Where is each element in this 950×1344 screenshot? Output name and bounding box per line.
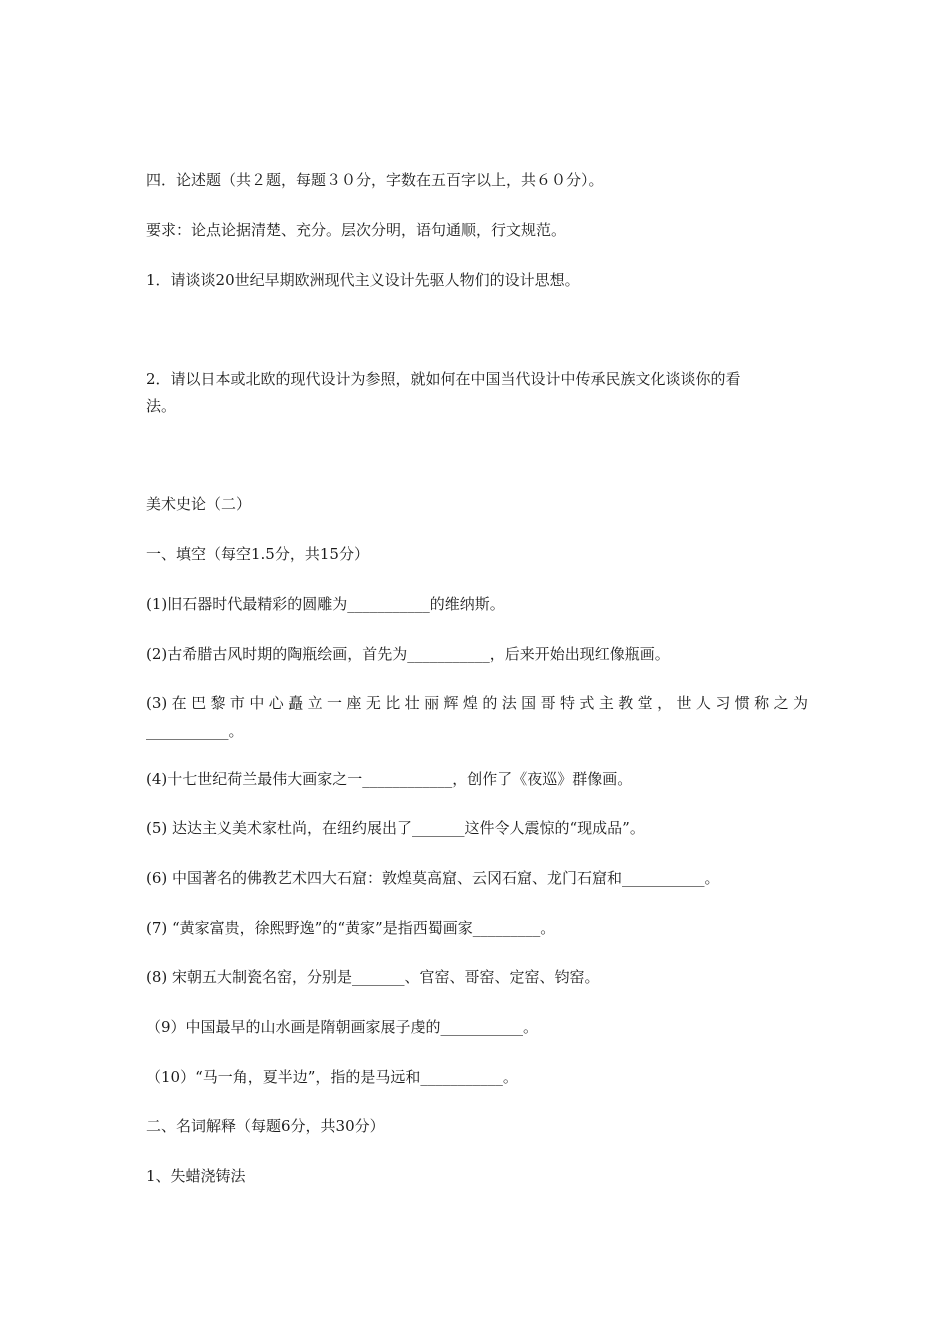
fill-blank-item-3-continued: ___________。	[146, 722, 244, 740]
fill-blank-item-2: (2)古希腊古风时期的陶瓶绘画，首先为___________，后来开始出现红像瓶画。	[146, 645, 670, 663]
section4-question-1: 1．请谈谈20世纪早期欧洲现代主义设计先驱人物们的设计思想。	[146, 271, 580, 289]
fill-blank-item-1: (1)旧石器时代最精彩的圆雕为___________的维纳斯。	[146, 595, 505, 613]
fill-blank-item-3: (3)在巴黎市中心矗立一座无比壮丽辉煌的法国哥特式主教堂，世人习惯称之为	[146, 694, 808, 712]
part2-title: 美术史论（二）	[146, 495, 252, 513]
fill-blank-item-6: (6) 中国著名的佛教艺术四大石窟：敦煌莫高窟、云冈石窟、龙门石窟和___________。	[146, 869, 720, 887]
fill-blank-item-5: (5) 达达主义美术家杜尚，在纽约展出了_______这件令人震惊的“现成品”。	[146, 819, 645, 837]
fill-blank-item-9: （9）中国最早的山水画是隋朝画家展子虔的___________。	[146, 1018, 539, 1036]
section4-title: 四．论述题（共２题，每题３０分，字数在五百字以上，共６０分）。	[146, 171, 604, 189]
fill-blank-item-10: （10）“马一角，夏半边”，指的是马远和___________。	[146, 1068, 518, 1086]
fill-blank-title: 一、填空（每空1.5分，共15分）	[146, 545, 369, 563]
fill-blank-item-4: (4)十七世纪荷兰最伟大画家之一____________，创作了《夜巡》群像画。	[146, 770, 633, 788]
terms-title: 二、名词解释（每题6分，共30分）	[146, 1117, 385, 1135]
fill-blank-item-7: (7) “黄家富贵，徐熙野逸”的“黄家”是指西蜀画家_________。	[146, 919, 556, 937]
terms-item-1: 1、失蜡浇铸法	[146, 1167, 246, 1185]
fill-blank-item-8: (8) 宋朝五大制瓷名窑，分别是_______、官窑、哥窑、定窑、钧窑。	[146, 968, 600, 986]
section4-question-2-line-2: 法。	[146, 397, 177, 415]
section4-requirement: 要求：论点论据清楚、充分。层次分明，语句通顺，行文规范。	[146, 221, 567, 239]
section4-question-2-line-1: 2．请以日本或北欧的现代设计为参照，就如何在中国当代设计中传承民族文化谈谈你的看	[146, 370, 741, 388]
